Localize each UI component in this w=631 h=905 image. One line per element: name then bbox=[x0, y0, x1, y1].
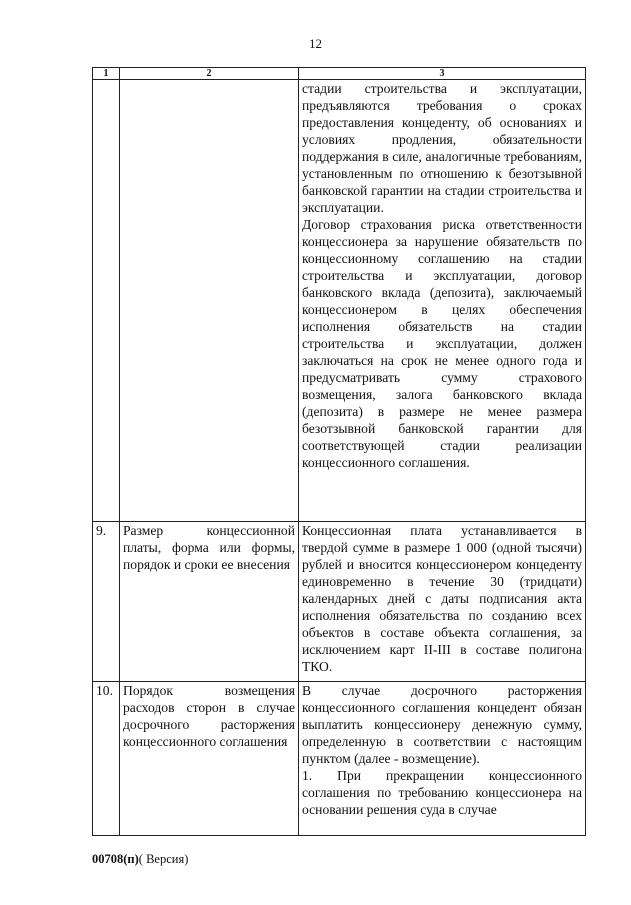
topic-text: Размер концессионной платы, форма или формы, порядок и сроки ее внесения bbox=[123, 523, 295, 572]
row-content bbox=[299, 80, 586, 522]
row-number bbox=[93, 80, 120, 522]
page-number: 12 bbox=[309, 36, 322, 51]
row-topic bbox=[120, 522, 299, 682]
topic-text: Порядок возмещения расходов сторон в случае досрочного расторжения концессионного соглашения bbox=[123, 683, 295, 749]
row-topic bbox=[120, 682, 299, 836]
table-row bbox=[93, 682, 586, 836]
content-paragraph: В случае досрочного расторжения концессионного соглашения концедент обязан выплатить концессионеру денежную сумму, определенную в соответствии с настоящим пунктом (далее - возмещение). bbox=[302, 683, 582, 766]
row-number: 10. bbox=[93, 682, 120, 836]
content-paragraph: Договор страхования риска ответственности концессионера за нарушение обязательств по концессионному соглашению на стадии строительства и эксплуатации, договор банковского вклада (депозита), заключаемый концессионером в целях обеспечения исполнения обязательств на стадии строительства и эксплуатации, должен заключаться на срок не менее одного года и предусматривать сумму страхового возмещения, залога банковского вклада (депозита) в размере не менее размера безотзывной банковской гарантии для соответствующей стадии реализации концессионного соглашения. bbox=[302, 217, 582, 470]
row-content bbox=[299, 522, 586, 682]
document-table bbox=[92, 67, 586, 836]
document-code: 00708(п) bbox=[92, 852, 139, 866]
header-col-3: 3 bbox=[299, 68, 586, 80]
table-header-row bbox=[93, 68, 586, 80]
row-topic bbox=[120, 80, 299, 522]
header-col-2: 2 bbox=[120, 68, 299, 80]
header-col-1: 1 bbox=[93, 68, 120, 80]
document-version: ( Версия) bbox=[138, 852, 189, 866]
content-paragraph: 1. При прекращении концессионного соглашения по требованию концессионера на основании решения суда в случае bbox=[302, 768, 582, 817]
document-footer bbox=[92, 852, 188, 867]
row-content bbox=[299, 682, 586, 836]
table-row bbox=[93, 522, 586, 682]
content-paragraph: Концессионная плата устанавливается в твердой сумме в размере 1 000 (одной тысячи) рублей и вносится концессионером концеденту единовременно в течение 30 (тридцати) календарных дней с даты подписания акта исполнения обязательства по созданию всех объектов в составе объекта соглашения, за исключением карт II-III в составе полигона ТКО. bbox=[302, 523, 582, 674]
table-row bbox=[93, 80, 586, 522]
row-number: 9. bbox=[93, 522, 120, 682]
content-paragraph: стадии строительства и эксплуатации, предъявляются требования о сроках предоставления концеденту, об основаниях и условиях продления, обязательности поддержания в силе, аналогичные требованиям, установленным по отношению к безотзывной банковской гарантии на стадии строительства и эксплуатации. bbox=[302, 81, 582, 215]
